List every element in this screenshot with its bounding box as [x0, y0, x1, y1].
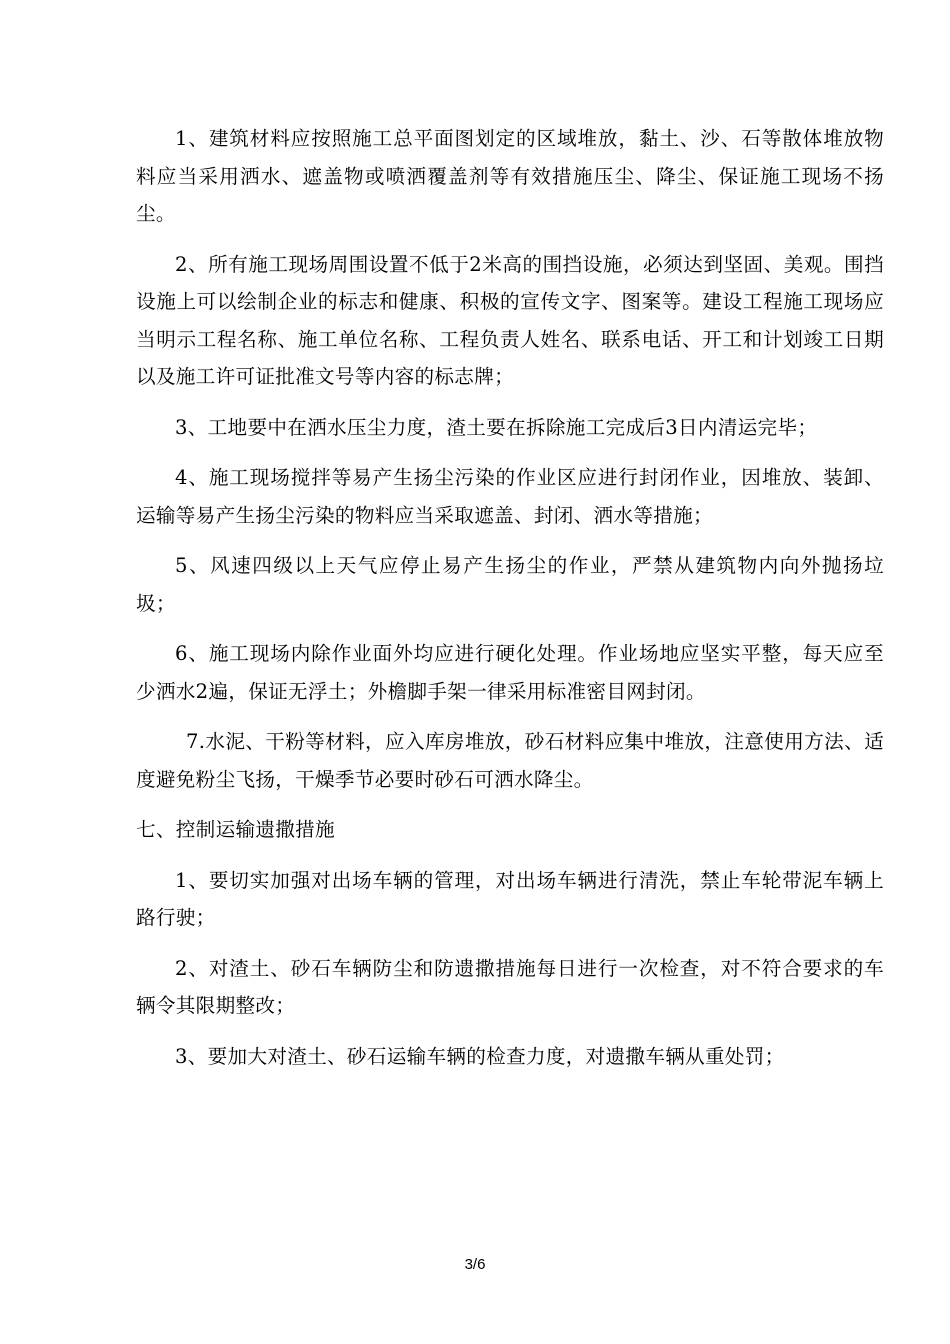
document-body: [136, 120, 884, 1088]
section-paragraph-1: 1、要切实加强对出场车辆的管理，对出场车辆进行清洗，禁止车轮带泥车辆上路行驶；: [136, 868, 884, 929]
paragraph-7: 7.水泥、干粉等材料，应入库房堆放，砂石材料应集中堆放，注意使用方法、适度避免粉尘飞扬，干燥季节必要时砂石可洒水降尘。: [136, 730, 884, 791]
paragraph-2: 2、所有施工现场周围设置不低于2米高的围挡设施，必须达到坚固、美观。围挡设施上可以绘制企业的标志和健康、积极的宣传文字、图案等。建设工程施工现场应当明示工程名称、施工单位名称、工程负责人姓名、联系电话、开工和计划竣工日期以及施工许可证批准文号等内容的标志牌；: [136, 252, 884, 388]
section-paragraph-2: 2、对渣土、砂石车辆防尘和防遗撒措施每日进行一次检查，对不符合要求的车辆令其限期整改；: [136, 956, 884, 1017]
section-heading: 七、控制运输遗撒措施: [136, 818, 335, 841]
page-number: 3/6: [464, 1256, 486, 1273]
paragraph-5: 5、风速四级以上天气应停止易产生扬尘的作业，严禁从建筑物内向外抛扬垃圾；: [136, 554, 884, 615]
paragraph-4: 4、施工现场搅拌等易产生扬尘污染的作业区应进行封闭作业，因堆放、装卸、运输等易产生扬尘污染的物料应当采取遮盖、封闭、洒水等措施；: [136, 466, 884, 527]
paragraph-6: 6、施工现场内除作业面外均应进行硬化处理。作业场地应坚实平整，每天应至少洒水2遍，保证无浮土；外檐脚手架一律采用标准密目网封闭。: [136, 642, 884, 703]
section-paragraph-3: 3、要加大对渣土、砂石运输车辆的检查力度，对遗撒车辆从重处罚；: [175, 1044, 785, 1068]
paragraph-3: 3、工地要中在洒水压尘力度，渣土要在拆除施工完成后3日内清运完毕；: [175, 415, 818, 439]
paragraph-1: 1、建筑材料应按照施工总平面图划定的区域堆放，黏土、沙、石等散体堆放物料应当采用洒水、遮盖物或喷洒覆盖剂等有效措施压尘、降尘、保证施工现场不扬尘。: [136, 127, 884, 225]
